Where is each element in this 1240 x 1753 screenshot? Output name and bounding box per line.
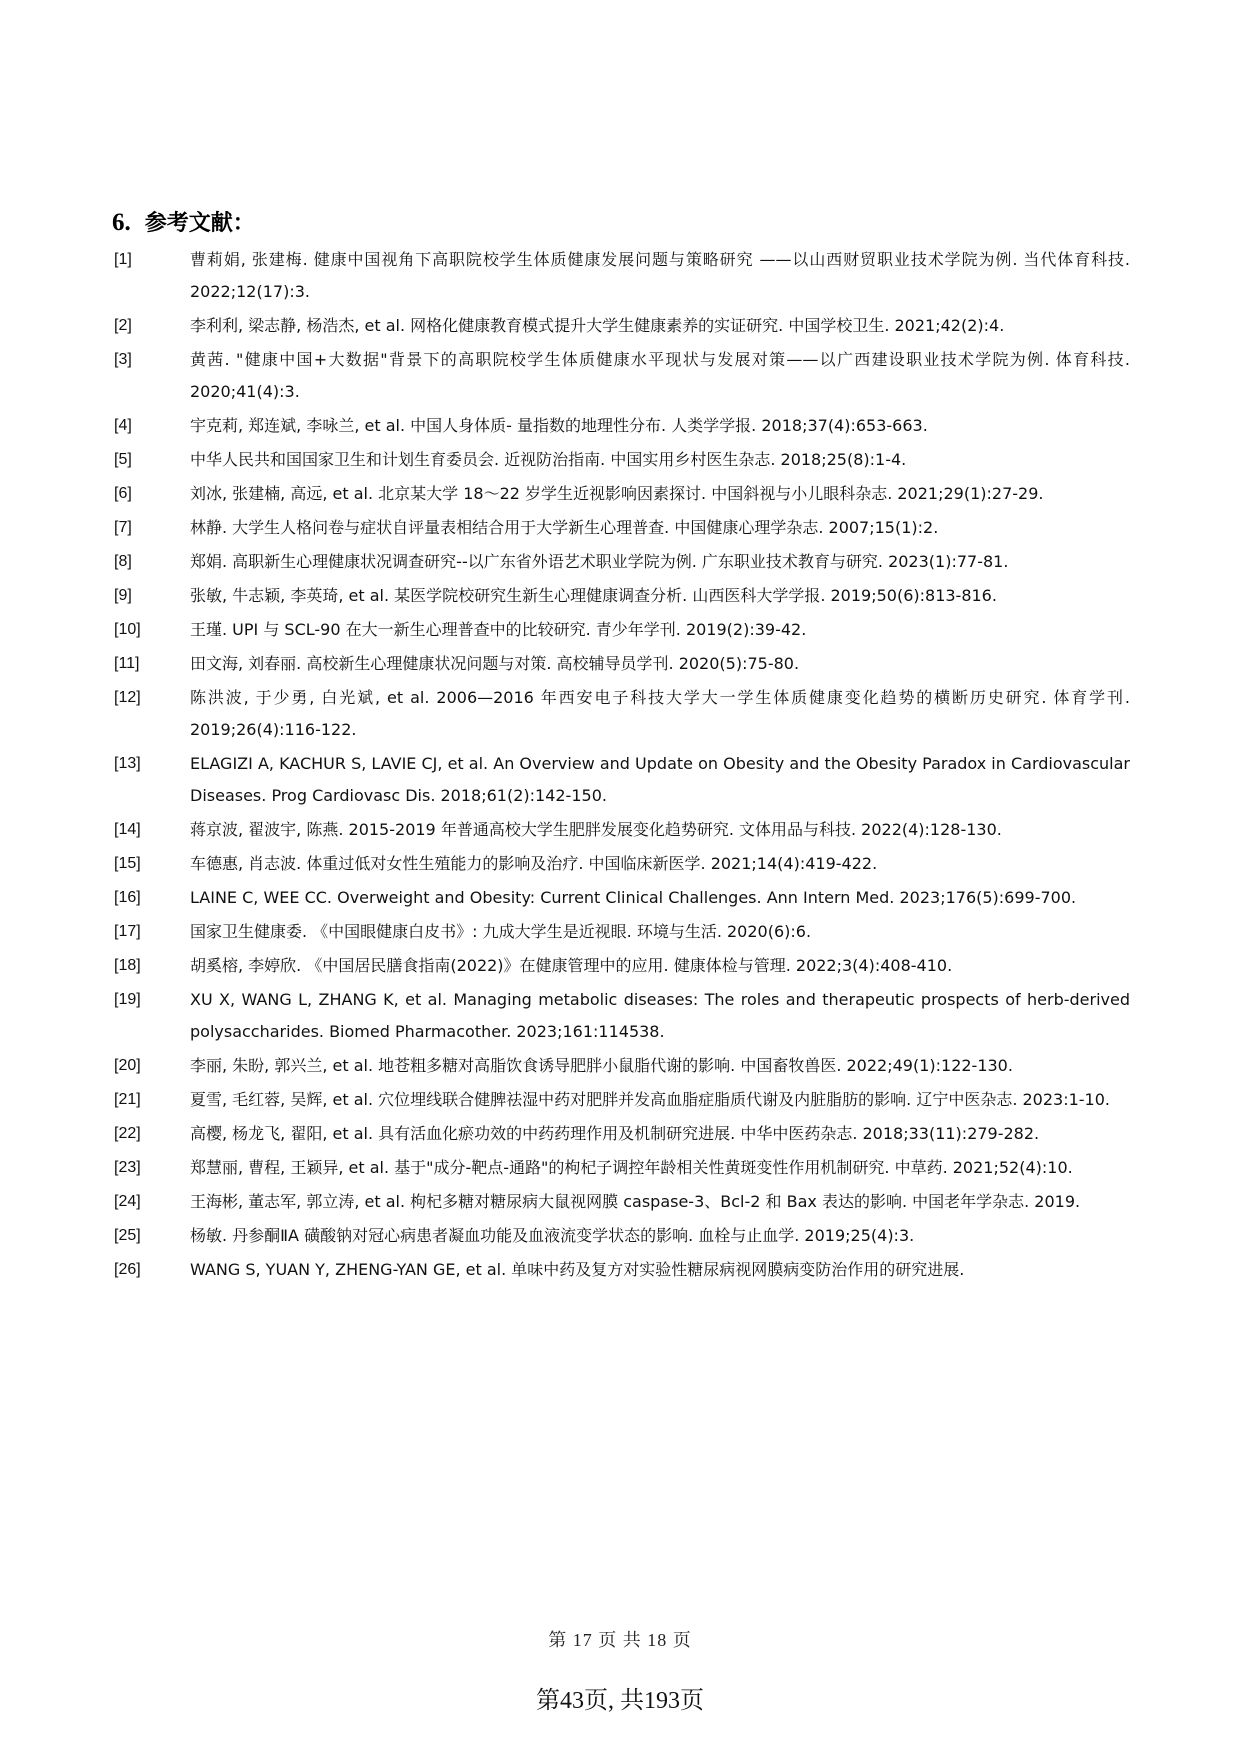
reference-number: [11] xyxy=(114,655,140,672)
reference-item xyxy=(114,512,1130,544)
reference-number: [2] xyxy=(114,317,132,334)
reference-text: 刘冰, 张建楠, 高远, et al. 北京某大学 18～22 岁学生近视影响因素探讨. 中国斜视与小儿眼科杂志. 2021;29(1):27-29. xyxy=(190,484,1044,503)
reference-number: [3] xyxy=(114,351,132,368)
reference-number: [25] xyxy=(114,1227,141,1244)
reference-text: 李丽, 朱盼, 郭兴兰, et al. 地苍粗多糖对高脂饮食诱导肥胖小鼠脂代谢的影响. 中国畜牧兽医. 2022;49(1):122-130. xyxy=(190,1056,1013,1075)
reference-text: 郑慧丽, 曹程, 王颖异, et al. 基于"成分-靶点-通路"的枸杞子调控年龄相关性黄斑变性作用机制研究. 中草药. 2021;52(4):10. xyxy=(190,1158,1073,1177)
section-title: 参考文献： xyxy=(144,210,255,236)
document-page-total: 第43页, 共193页 xyxy=(536,1688,704,1714)
reference-text: 夏雪, 毛红蓉, 吴辉, et al. 穴位埋线联合健脾祛湿中药对肥胖并发高血脂症脂质代谢及内脏脂肪的影响. 辽宁中医杂志. 2023:1-10. xyxy=(190,1090,1110,1109)
reference-number: [22] xyxy=(114,1125,141,1142)
reference-item xyxy=(114,950,1130,982)
reference-number: [24] xyxy=(114,1193,141,1210)
reference-item xyxy=(114,882,1130,914)
reference-text: 林静. 大学生人格问卷与症状自评量表相结合用于大学新生心理普查. 中国健康心理学杂志. 2007;15(1):2. xyxy=(190,518,939,537)
reference-item xyxy=(114,344,1130,408)
reference-text: 王瑾. UPI 与 SCL-90 在大一新生心理普查中的比较研究. 青少年学刊. 2019(2):39-42. xyxy=(190,620,807,639)
reference-number: [10] xyxy=(114,621,141,638)
reference-number: [15] xyxy=(114,855,141,872)
reference-text: 黄茜. "健康中国+大数据"背景下的高职院校学生体质健康水平现状与发展对策——以广西建设职业技术学院为例. 体育科技. 2020;41(4):3. xyxy=(190,350,1130,401)
reference-number: [9] xyxy=(114,587,132,604)
reference-item xyxy=(114,984,1130,1048)
reference-item xyxy=(114,546,1130,578)
reference-item xyxy=(114,916,1130,948)
reference-item xyxy=(114,444,1130,476)
reference-item xyxy=(114,682,1130,746)
reference-number: [19] xyxy=(114,991,141,1008)
reference-number: [21] xyxy=(114,1091,141,1108)
reference-number: [17] xyxy=(114,923,141,940)
reference-number: [20] xyxy=(114,1057,141,1074)
reference-text: 国家卫生健康委. 《中国眼健康白皮书》: 九成大学生是近视眼. 环境与生活. 2020(6):6. xyxy=(190,922,812,941)
reference-item xyxy=(114,614,1130,646)
reference-text: XU X, WANG L, ZHANG K, et al. Managing metabolic diseases: The roles and therapeutic prospects of herb-derived polysaccharides. Biomed Pharmacother. 2023;161:114538. xyxy=(190,990,1130,1041)
reference-number: [16] xyxy=(114,889,141,906)
reference-item xyxy=(114,1254,1130,1286)
reference-item xyxy=(114,310,1130,342)
reference-text: 胡奚榕, 李婷欣. 《中国居民膳食指南(2022)》在健康管理中的应用. 健康体检与管理. 2022;3(4):408-410. xyxy=(190,956,953,975)
reference-text: ELAGIZI A, KACHUR S, LAVIE CJ, et al. An Overview and Update on Obesity and the Obesity Paradox in Cardiovascular Diseases. Prog Cardiovasc Dis. 2018;61(2):142-150. xyxy=(190,754,1130,805)
reference-text: 车德惠, 肖志波. 体重过低对女性生殖能力的影响及治疗. 中国临床新医学. 2021;14(4):419-422. xyxy=(190,854,878,873)
reference-list xyxy=(114,244,1130,1288)
reference-text: 郑娟. 高职新生心理健康状况调查研究--以广东省外语艺术职业学院为例. 广东职业技术教育与研究. 2023(1):77-81. xyxy=(190,552,1009,571)
reference-item xyxy=(114,648,1130,680)
reference-text: 高樱, 杨龙飞, 翟阳, et al. 具有活血化瘀功效的中药药理作用及机制研究进展. 中华中医药杂志. 2018;33(11):279-282. xyxy=(190,1124,1040,1143)
reference-number: [14] xyxy=(114,821,141,838)
reference-number: [18] xyxy=(114,957,141,974)
reference-text: 张敏, 牛志颖, 李英琦, et al. 某医学院校研究生新生心理健康调查分析. 山西医科大学学报. 2019;50(6):813-816. xyxy=(190,586,997,605)
reference-item xyxy=(114,1220,1130,1252)
page-number-footer: 第 17 页 共 18 页 xyxy=(548,1630,692,1650)
reference-item xyxy=(114,1050,1130,1082)
reference-text: LAINE C, WEE CC. Overweight and Obesity: Current Clinical Challenges. Ann Intern Med. 2023;176(5):699-700. xyxy=(190,888,1077,907)
reference-number: [1] xyxy=(114,251,132,268)
reference-text: 李利利, 梁志静, 杨浩杰, et al. 网格化健康教育模式提升大学生健康素养的实证研究. 中国学校卫生. 2021;42(2):4. xyxy=(190,316,1005,335)
reference-text: 蒋京波, 翟波宇, 陈燕. 2015-2019 年普通高校大学生肥胖发展变化趋势研究. 文体用品与科技. 2022(4):128-130. xyxy=(190,820,1002,839)
section-heading xyxy=(112,208,255,238)
reference-text: 杨敏. 丹参酮ⅡA 磺酸钠对冠心病患者凝血功能及血液流变学状态的影响. 血栓与止血学. 2019;25(4):3. xyxy=(190,1226,915,1245)
reference-item xyxy=(114,1084,1130,1116)
reference-item xyxy=(114,1118,1130,1150)
section-number: 6. xyxy=(112,209,131,236)
reference-text: 田文海, 刘春丽. 高校新生心理健康状况问题与对策. 高校辅导员学刊. 2020(5):75-80. xyxy=(190,654,800,673)
reference-number: [5] xyxy=(114,451,132,468)
reference-item xyxy=(114,478,1130,510)
reference-item xyxy=(114,1152,1130,1184)
reference-item xyxy=(114,748,1130,812)
reference-number: [8] xyxy=(114,553,132,570)
reference-number: [12] xyxy=(114,689,141,706)
reference-item xyxy=(114,580,1130,612)
reference-number: [13] xyxy=(114,755,141,772)
reference-number: [6] xyxy=(114,485,132,502)
reference-text: 曹莉娟, 张建梅. 健康中国视角下高职院校学生体质健康发展问题与策略研究 ——以山西财贸职业技术学院为例. 当代体育科技. 2022;12(17):3. xyxy=(190,250,1130,301)
reference-text: 宇克莉, 郑连斌, 李咏兰, et al. 中国人身体质- 量指数的地理性分布. 人类学学报. 2018;37(4):653-663. xyxy=(190,416,928,435)
reference-number: [26] xyxy=(114,1261,141,1278)
reference-item xyxy=(114,848,1130,880)
reference-item xyxy=(114,244,1130,308)
reference-item xyxy=(114,814,1130,846)
reference-text: 中华人民共和国国家卫生和计划生育委员会. 近视防治指南. 中国实用乡村医生杂志. 2018;25(8):1-4. xyxy=(190,450,907,469)
reference-item xyxy=(114,410,1130,442)
reference-text: WANG S, YUAN Y, ZHENG-YAN GE, et al. 单味中药及复方对实验性糖尿病视网膜病变防治作用的研究进展. xyxy=(190,1260,965,1279)
reference-number: [23] xyxy=(114,1159,141,1176)
reference-number: [7] xyxy=(114,519,132,536)
reference-text: 陈洪波, 于少勇, 白光斌, et al. 2006—2016 年西安电子科技大学大一学生体质健康变化趋势的横断历史研究. 体育学刊. 2019;26(4):116-122. xyxy=(190,688,1130,739)
reference-item xyxy=(114,1186,1130,1218)
reference-text: 王海彬, 董志军, 郭立涛, et al. 枸杞多糖对糖尿病大鼠视网膜 caspase-3、Bcl-2 和 Bax 表达的影响. 中国老年学杂志. 2019. xyxy=(190,1192,1081,1211)
reference-number: [4] xyxy=(114,417,132,434)
